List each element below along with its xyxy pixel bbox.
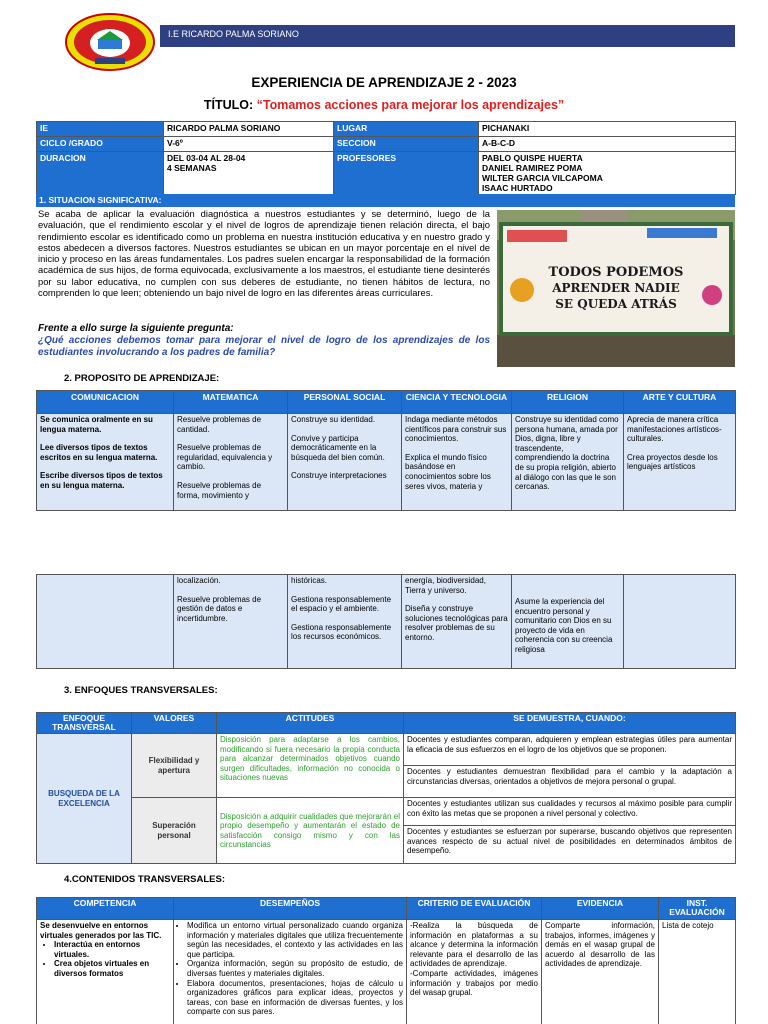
desempeno-item: • Modifica un entorno virtual personalizado cuando organiza información y materiales digitales que utiliza frecuentemente según las necesidades, el contexto y las actividades en las que participa. (187, 921, 403, 959)
situacion-heading: 1. SITUACION SIGNIFICATIVA: (36, 194, 735, 207)
profesor-item: WILTER GARCIA VILCAPOMA (482, 173, 603, 183)
question-lead: Frente a ello surge la siguiente pregunta: (38, 323, 234, 334)
duracion-weeks: 4 SEMANAS (167, 163, 217, 173)
competency-text: Resuelve problemas de cantidad. (177, 415, 262, 434)
matematica-cell (174, 414, 288, 511)
matematica-cell-cont (174, 575, 288, 669)
col-matematica: MATEMATICA (174, 391, 288, 414)
duracion-dates: DEL 03-04 AL 28-04 (167, 153, 246, 163)
competency-text: Explica el mundo físico basándose en conocimientos sobre los seres vivos, materia y (405, 452, 491, 491)
demuestra-item: Docentes y estudiantes comparan, adquieren y emplean estrategias útiles para aumentar la eficacia de sus esfuerzos en el logro de los objetivos que se proponen. (404, 734, 736, 766)
subtitle-text: “Tomamos acciones para mejorar los aprendizajes” (256, 98, 565, 112)
svg-text:TODOS PODEMOS: TODOS PODEMOS (548, 265, 684, 280)
competency-text: Se comunica oralmente en su lengua materna. (40, 415, 153, 434)
competency-text: Resuelve problemas de forma, movimiento y (177, 480, 262, 500)
religion-cell (512, 414, 624, 511)
lugar-label: LUGAR (334, 122, 479, 137)
religion-cell-cont (512, 575, 624, 669)
enfoques-table (36, 712, 736, 864)
competency-text: Diseña y construye soluciones tecnológicas para resolver problemas de su entorno. (405, 604, 508, 642)
ciclo-label: CICLO /GRADO (37, 137, 164, 152)
col-actitudes: ACTITUDES (217, 713, 404, 734)
document-subtitle (0, 98, 768, 112)
personal-cell (288, 414, 402, 511)
competency-text: Escribe diversos tipos de textos en su lengua materna. (40, 471, 163, 490)
competency-text: Construye su identidad como persona humana, amada por Dios, digna, libre y trascendente, comprendiendo la doctrina de su propia religión, abierto al diálogo con las que le son cercanas. (515, 415, 619, 492)
document-title: EXPERIENCIA DE APRENDIZAJE 2 - 2023 (251, 75, 517, 90)
col-desempenos: DESEMPEÑOS (174, 898, 407, 920)
col-evidencia: EVIDENCIA (542, 898, 659, 920)
competency-text: Indaga mediante métodos científicos para construir sus conocimientos. (405, 415, 507, 444)
competency-text: Lee diversos tipos de textos escritos en su lengua materna. (40, 443, 158, 462)
info-table (36, 121, 736, 195)
enfoque-cell: BUSQUEDA DE LA EXCELENCIA (37, 734, 132, 864)
competency-text: Crea proyectos desde los lenguajes artísticos (627, 452, 718, 472)
actitud-superacion: Disposición a adquirir cualidades que mejorarán el propio desempeño y aumentarán el estado de satisfacción consigo mismo y con las circunstancias (217, 798, 404, 864)
competencia-main: Se desenvuelve en entornos virtuales generados por las TIC. (40, 921, 162, 940)
competency-text: Asume la experiencia del encuentro personal y comunitario con Dios en su proyecto de vida en coherencia con su creencia religiosa (515, 597, 613, 654)
col-arte: ARTE Y CULTURA (624, 391, 736, 414)
competency-text: localización. (177, 576, 221, 585)
duracion-value (164, 152, 334, 195)
demuestra-item: Docentes y estudiantes utilizan sus cualidades y recursos al máximo posible para cumplir con éxito las metas que se proponen a nivel personal y colectivo. (404, 798, 736, 826)
actitud-flexibilidad: Disposición para adaptarse a los cambios, modificando si fuera necesario la propia conducta para alcanzar determinados objetivos cuando surgen dificultades, información no conocida o situaciones nuevas (217, 734, 404, 798)
competency-text: Resuelve problemas de gestión de datos e incertidumbre. (177, 594, 262, 623)
col-enfoque: ENFOQUE TRANSVERSAL (37, 713, 132, 734)
profesor-item: PABLO QUISPE HUERTA (482, 153, 583, 163)
profesores-label: PROFESORES (334, 152, 479, 195)
competency-text: energía, biodiversidad, Tierra y universo. (405, 576, 486, 595)
lugar-value: PICHANAKI (479, 122, 736, 137)
criterio-item: -Realiza la búsqueda de información en plataformas a su alcance y determina la información relevante para el desarrollo de las actividades de aprendizaje. (410, 921, 538, 969)
competencia-cell (37, 920, 174, 1024)
contenidos-heading: 4.CONTENIDOS TRANSVERSALES: (64, 874, 225, 885)
subtitle-label: TÍTULO: (203, 98, 254, 112)
ciencia-cell-cont (402, 575, 512, 669)
profesor-item: ISAAC HURTADO (482, 183, 553, 193)
competency-text: históricas. (291, 576, 328, 585)
comunicacion-cell (37, 414, 174, 511)
proposito-table-continued (36, 574, 736, 669)
col-religion: RELIGION (512, 391, 624, 414)
ie-value: RICARDO PALMA SORIANO (164, 122, 334, 137)
svg-text:SE QUEDA ATRÁS: SE QUEDA ATRÁS (555, 297, 677, 311)
ciencia-cell (402, 414, 512, 511)
col-criterio: CRITERIO DE EVALUACIÓN (407, 898, 542, 920)
valor-flexibilidad: Flexibilidad y apertura (132, 734, 217, 798)
competency-text: Convive y participa democráticamente en la búsqueda del bien común. (291, 433, 385, 462)
col-ciencia: CIENCIA Y TECNOLOGIA (402, 391, 512, 414)
profesor-item: DANIEL RAMIREZ POMA (482, 163, 583, 173)
arte-cell (624, 414, 736, 511)
competencia-item: • Crea objetos virtuales en diversos formatos (54, 959, 170, 978)
demuestra-item: Docentes y estudiantes demuestran flexibilidad para el cambio y la adaptación a circunstancias diversas, orientados a objetivos de mejora personal o grupal. (404, 766, 736, 798)
criterio-cell (407, 920, 542, 1024)
criterio-item: -Comparte actividades, imágenes información y trabajos por medio del wasap grupal. (410, 968, 538, 998)
col-instrumento: INST. EVALUACIÓN (659, 898, 736, 920)
personal-cell-cont (288, 575, 402, 669)
comunicacion-cell-cont (37, 575, 174, 669)
competencia-item: • Interactúa en entornos virtuales. (54, 940, 170, 959)
school-name: I.E RICARDO PALMA SORIANO (168, 29, 299, 39)
ciclo-value: V-6º (164, 137, 334, 152)
desempeno-item: • Elabora documentos, presentaciones, hojas de cálculo u organizadores gráficos para explicar ideas, proyectos y tareas, con base en información de diversas fuentes, y los comparte con sus pares. (187, 979, 403, 1017)
evidencia-cell: Comparte información, trabajos, informes, imágenes y demás en el wasap grupal de acuerdo al desarrollo de las actividades de aprendizaje. (542, 920, 659, 1024)
desempeno-item: • Organiza información, según su propósito de estudio, de diversas fuentes y materiales digitales. (187, 959, 403, 978)
seccion-value: A-B-C-D (479, 137, 736, 152)
profesores-list (479, 152, 736, 195)
competency-text: Gestiona responsablemente el espacio y el ambiente. (291, 594, 392, 614)
col-valores: VALORES (132, 713, 217, 734)
seccion-label: SECCION (334, 137, 479, 152)
header-band (160, 25, 735, 47)
classroom-banner-photo (497, 210, 735, 367)
col-comunicacion: COMUNICACION (37, 391, 174, 414)
col-competencia: COMPETENCIA (37, 898, 174, 920)
col-personal-social: PERSONAL SOCIAL (288, 391, 402, 414)
arte-cell-cont (624, 575, 736, 669)
competency-text: Gestiona responsablemente los recursos económicos. (291, 622, 392, 642)
enfoques-heading: 3. ENFOQUES TRANSVERSALES: (64, 685, 218, 696)
desempenos-cell (174, 920, 407, 1024)
svg-text:APRENDER NADIE: APRENDER NADIE (552, 281, 680, 295)
guiding-question: ¿Qué acciones debemos tomar para mejorar el nivel de logro de los aprendizajes de los estudiantes involucrando a los padres de familia? (38, 335, 490, 358)
valor-superacion: Superación personal (132, 798, 217, 864)
competency-text: Aprecia de manera crítica manifestaciones artísticos-culturales. (627, 415, 722, 444)
competency-text: Resuelve problemas de regularidad, equivalencia y cambio. (177, 443, 273, 472)
instrumento-cell: Lista de cotejo (659, 920, 736, 1024)
ie-label: IE (37, 122, 164, 137)
proposito-heading: 2. PROPOSITO DE APRENDIZAJE: (64, 373, 220, 384)
demuestra-item: Docentes y estudiantes se esfuerzan por superarse, buscando objetivos que representen avances respecto de su actual nivel de posibilidades en determinados ámbitos de desempeño. (404, 826, 736, 864)
contenidos-table (36, 897, 736, 1024)
duracion-label: DURACION (37, 152, 164, 195)
competency-text: Construye interpretaciones (291, 471, 387, 481)
school-logo (65, 13, 155, 71)
col-demuestra: SE DEMUESTRA, CUANDO: (404, 713, 736, 734)
proposito-table (36, 390, 736, 511)
competency-text: Construye su identidad. (291, 415, 376, 424)
situacion-text: Se acaba de aplicar la evaluación diagnóstica a nuestros estudiantes y se determinó, luego de la evaluación, que el rendimiento escolar y el nivel de logros de aprendizaje tienen relación directa, el bajo rendimiento escolar es identificado como un problema en nuestra institución educativa y en nuestro grado y estos abedecen a diversos factores. Nuestros estudiantes se ubican en un mayor porcentaje en el nivel de inicio y proceso en las áreas fundamentales. Los padres suelen encargar la responsabilidad de la formación académica de sus hijos, de forma equivocada, exclusivamente a los maestros, el estudiante tiene desinterés por su labor educativa, no cumplen con sus deberes de estudiante, no tienen hábitos de lectura, no comprenden lo que leen; obteniendo un bajo nivel de logro en las diferentes áreas curriculares. (38, 208, 490, 299)
